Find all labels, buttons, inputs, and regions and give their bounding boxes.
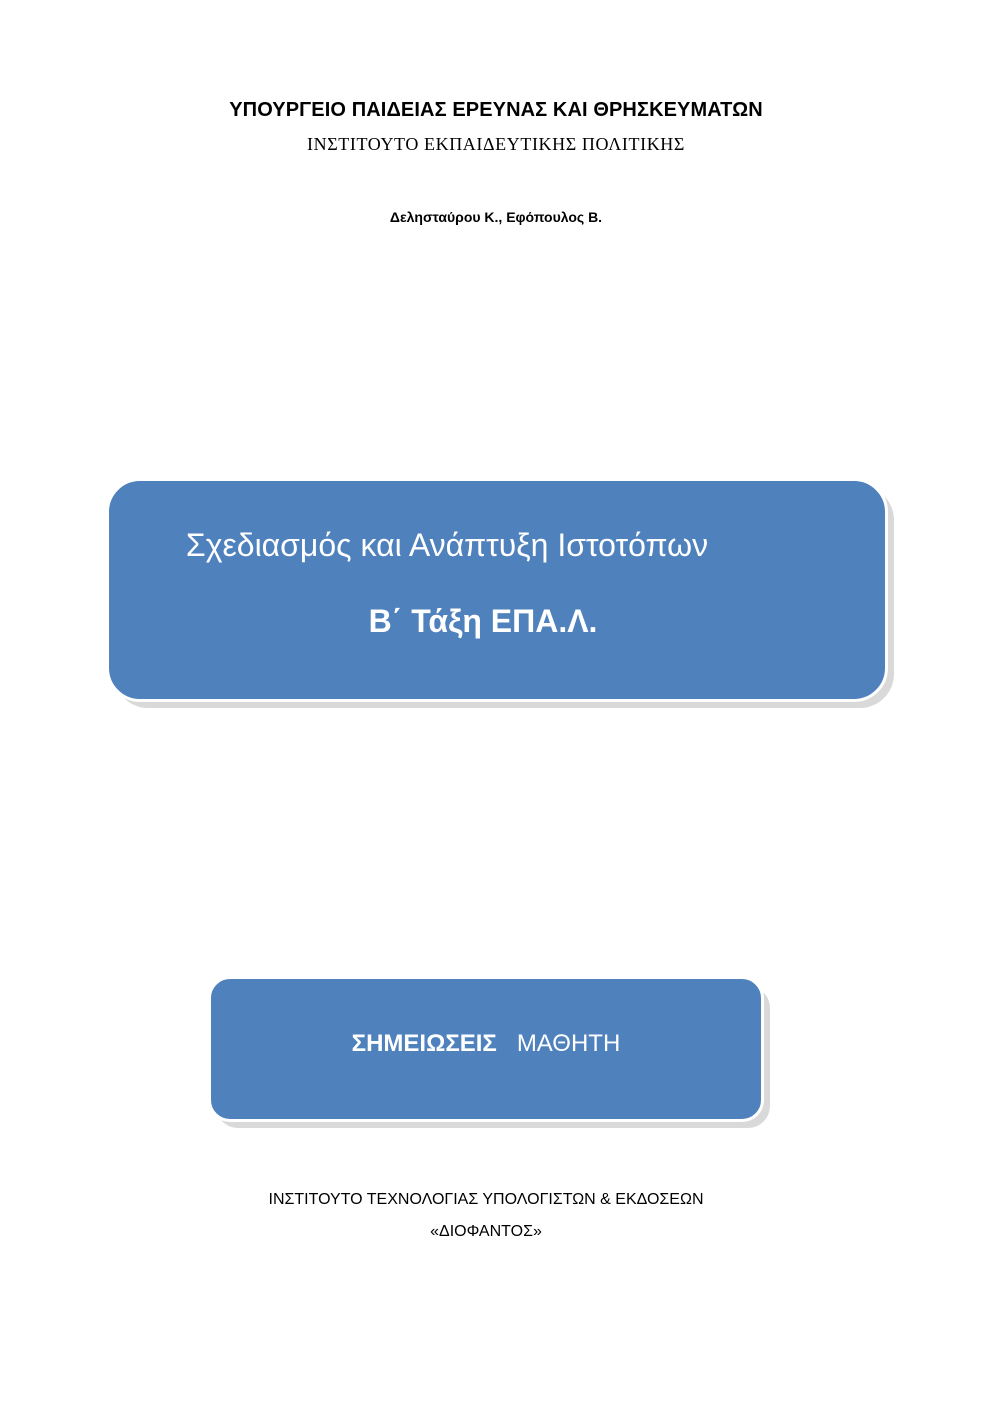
notes-label [211, 1030, 761, 1058]
notes-word: ΣΗΜΕΙΩΣΕΙΣ [351, 1030, 497, 1057]
grade-title: Β΄ Τάξη ΕΠΑ.Λ. [368, 603, 598, 639]
publisher: ΙΝΣΤΙΤΟΥΤΟ ΤΕΧΝΟΛΟΓΙΑΣ ΥΠΟΛΟΓΙΣΤΩΝ & ΕΚΔΟΣΕΩΝ [268, 1191, 704, 1208]
subject-title: Σχεδιασμός και Ανάπτυξη Ιστοτόπων [185, 527, 709, 563]
publisher-name: «ΔΙΟΦΑΝΤΟΣ» [430, 1223, 542, 1240]
authors: Δελησταύρου Κ., Εφόπουλος Β. [389, 209, 603, 225]
notes-box [208, 976, 764, 1122]
student-word: ΜΑΘΗΤΗ [516, 1030, 621, 1057]
title-box [106, 478, 888, 702]
ministry-name: ΥΠΟΥΡΓΕΙΟ ΠΑΙΔΕΙΑΣ ΕΡΕΥΝΑΣ ΚΑΙ ΘΡΗΣΚΕΥΜΑΤΩΝ [229, 99, 763, 121]
institute-name: ΙΝΣΤΙΤΟΥΤΟ ΕΚΠΑΙΔΕΥΤΙΚΗΣ ΠΟΛΙΤΙΚΗΣ [307, 134, 685, 154]
